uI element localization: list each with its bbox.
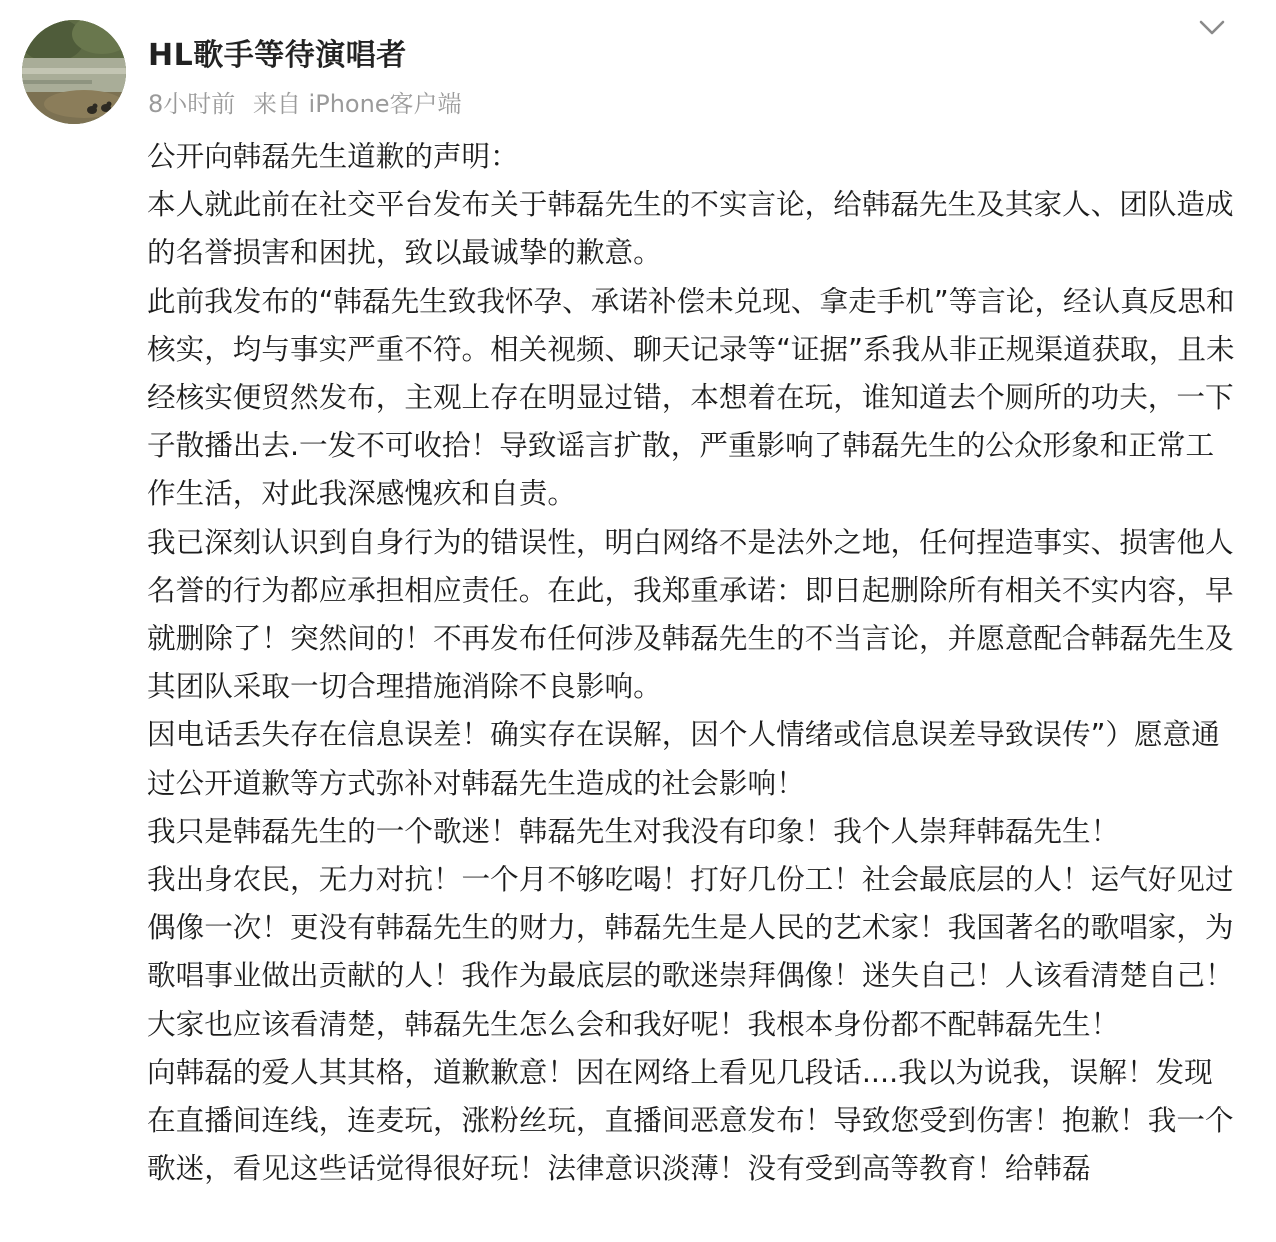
- post-meta: [148, 84, 462, 119]
- post-time: 8小时前: [148, 90, 236, 118]
- post-paragraph: 因电话丢失存在信息误差！确实存在误解，因个人情绪或信息误差导致误传”）愿意通过公开道歉等方式弥补对韩磊先生造成的社会影响！: [147, 717, 1220, 800]
- post-paragraph: 本人就此前在社交平台发布关于韩磊先生的不实言论，给韩磊先生及其家人、团队造成的名誉损害和困扰，致以最诚挚的歉意。: [147, 187, 1234, 270]
- post-paragraph: 我出身农民，无力对抗！一个月不够吃喝！打好几份工！社会最底层的人！运气好见过偶像一次！更没有韩磊先生的财力，韩磊先生是人民的艺术家！我国著名的歌唱家，为歌唱事业做出贡献的人！我作为最底层的歌迷崇拜偶像！迷失自己！人该看清楚自己！大家也应该看清楚，韩磊先生怎么会和我好呢！我根本身份都不配韩磊先生！: [147, 862, 1234, 1041]
- chevron-down-icon: [1196, 14, 1228, 42]
- post-body: [147, 132, 1237, 1192]
- post-paragraph: 我已深刻认识到自身行为的错误性，明白网络不是法外之地，任何捏造事实、损害他人名誉的行为都应承担相应责任。在此，我郑重承诺：即日起删除所有相关不实内容，早就删除了！突然间的！不再发布任何涉及韩磊先生的不当言论，并愿意配合韩磊先生及其团队采取一切合理措施消除不良影响。: [147, 524, 1234, 704]
- author-avatar[interactable]: [22, 20, 126, 124]
- post-paragraph: 向韩磊的爱人其其格，道歉歉意！因在网络上看见几段话....我以为说我，误解！发现在直播间连线，连麦玩，涨粉丝玩，直播间恶意发布！导致您受到伤害！抱歉！我一个歌迷，看见这些话觉得很好玩！法律意识淡薄！没有受到高等教育！给韩磊: [147, 1054, 1234, 1186]
- author-name[interactable]: HL歌手等待演唱者: [148, 38, 407, 73]
- post-menu-button[interactable]: [1196, 14, 1228, 42]
- post-paragraph: 公开向韩磊先生道歉的声明：: [147, 139, 519, 173]
- post-paragraph: 我只是韩磊先生的一个歌迷！韩磊先生对我没有印象！我个人崇拜韩磊先生！: [147, 813, 1120, 848]
- post-source: 来自 iPhone客户端: [252, 90, 462, 118]
- post-paragraph: 此前我发布的“韩磊先生致我怀孕、承诺补偿未兑现、拿走手机”等言论，经认真反思和核实，均与事实严重不符。相关视频、聊天记录等“证据”系我从非正规渠道获取，且未经核实便贸然发布，主观上存在明显过错，本想着在玩，谁知道去个厕所的功夫，一下子散播出去.一发不可收拾！导致谣言扩散，严重影响了韩磊先生的公众形象和正常工作生活，对此我深感愧疚和自责。: [147, 283, 1235, 511]
- avatar-photo-icon: [22, 20, 126, 124]
